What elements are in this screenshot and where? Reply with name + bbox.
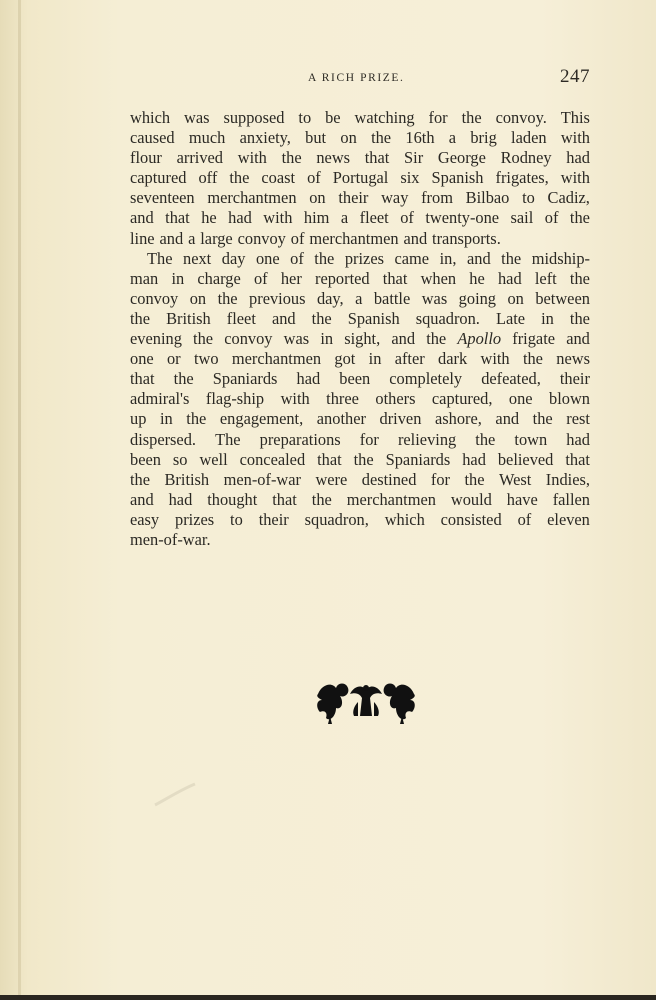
word: Cadiz,	[547, 188, 590, 208]
word: the	[522, 349, 543, 369]
word: when	[420, 268, 457, 288]
word: after	[394, 349, 425, 369]
word: going	[458, 288, 497, 308]
word: prizes	[344, 248, 384, 268]
word: squadron,	[304, 509, 369, 529]
word: The	[215, 429, 241, 449]
word: ashore,	[434, 409, 482, 429]
word: the	[569, 268, 590, 288]
word: and	[391, 329, 416, 349]
word: merchantmen	[207, 188, 297, 208]
text-line	[130, 530, 590, 550]
word: 16th	[405, 128, 435, 148]
word: frigate	[512, 329, 556, 349]
word: anxiety,	[239, 128, 291, 148]
text-line	[130, 249, 590, 269]
floral-tailpiece-icon	[316, 676, 416, 726]
word: the	[569, 208, 590, 228]
word: with	[480, 349, 510, 369]
word: Indies,	[545, 469, 590, 489]
word: one	[130, 349, 154, 369]
word: and	[130, 208, 154, 228]
word: so	[172, 449, 188, 469]
word: Spanish	[431, 168, 484, 188]
text-line	[130, 389, 590, 409]
word: of	[517, 509, 532, 529]
word: captured,	[431, 389, 493, 409]
word: a	[340, 208, 349, 228]
word: got	[334, 349, 356, 369]
word: merchantmen	[346, 489, 436, 509]
word: day	[221, 248, 246, 268]
word: on	[189, 288, 207, 308]
word: and	[130, 489, 154, 509]
word: frigates,	[495, 168, 549, 188]
word: preparations	[259, 429, 341, 449]
word: arrived	[176, 148, 224, 168]
text-line	[130, 490, 590, 510]
word: which	[130, 108, 171, 127]
word: had	[228, 208, 252, 228]
word: and	[566, 329, 590, 349]
word: that	[165, 208, 190, 228]
word: midship-	[531, 248, 590, 268]
word: flour	[130, 148, 162, 168]
word: had	[168, 489, 193, 509]
word: of	[307, 168, 321, 188]
word: engagement,	[219, 409, 304, 429]
word: or	[166, 349, 181, 369]
word: was	[184, 108, 210, 127]
word: in	[320, 329, 334, 349]
word: completely	[389, 369, 463, 389]
word: dark	[438, 349, 468, 369]
text-line	[130, 269, 590, 289]
word: was	[283, 329, 310, 349]
word: been	[339, 369, 371, 389]
word: the	[501, 248, 522, 268]
word: the	[130, 469, 151, 489]
word: Portugal	[332, 168, 389, 188]
word: were	[315, 469, 348, 489]
word: on	[507, 288, 524, 308]
word: and	[495, 409, 520, 429]
word: news	[316, 148, 351, 168]
word: Bilbao	[465, 188, 510, 208]
word: concealed	[239, 449, 306, 469]
word: twenty-one	[425, 208, 500, 228]
word: the	[532, 409, 553, 429]
word: and	[403, 228, 428, 248]
word: destined	[361, 469, 417, 489]
word: consisted	[440, 509, 502, 529]
word: had	[566, 148, 590, 168]
text-line	[130, 450, 590, 470]
word: the	[371, 128, 392, 148]
italic-word: Apollo	[457, 329, 502, 349]
word: convoy.	[495, 108, 547, 127]
word: Spanish	[347, 308, 400, 328]
text-line	[130, 470, 590, 490]
word: of	[253, 268, 268, 288]
word: men-of-war.	[130, 529, 211, 549]
word: he	[469, 268, 485, 288]
word: up	[130, 409, 147, 429]
word: prizes	[175, 509, 215, 529]
text-line	[130, 349, 590, 369]
word: reported	[314, 268, 370, 288]
text-line	[130, 188, 590, 208]
word: line	[130, 228, 155, 248]
word: man	[130, 268, 159, 288]
word: on	[340, 128, 357, 148]
word: would	[450, 489, 492, 509]
word: caused	[130, 128, 175, 148]
word: had	[497, 268, 522, 288]
word: that	[272, 489, 297, 509]
word: evening	[130, 329, 182, 349]
word: with	[237, 148, 267, 168]
word: but	[305, 128, 327, 148]
word: the	[311, 489, 332, 509]
word: defeated,	[481, 369, 541, 389]
word: next	[183, 248, 212, 268]
text-line	[130, 409, 590, 429]
word: believed	[497, 449, 554, 469]
word: This	[560, 108, 590, 127]
word: to	[230, 509, 243, 529]
word: in	[171, 268, 185, 288]
text-line	[130, 329, 590, 349]
text-line	[130, 309, 590, 329]
word: to	[522, 188, 535, 208]
word: be	[325, 108, 341, 127]
word: Spaniards	[385, 449, 451, 469]
word: Rodney	[500, 148, 552, 168]
page-header	[130, 66, 590, 90]
word: the	[229, 168, 250, 188]
body-text	[130, 108, 590, 550]
word: which	[384, 509, 425, 529]
word: for	[428, 108, 448, 127]
word: and	[466, 248, 491, 268]
word: flag-ship	[205, 389, 265, 409]
word: the	[314, 248, 335, 268]
word: three	[326, 389, 359, 409]
word: the	[569, 308, 590, 328]
word: easy	[130, 509, 160, 529]
word: fleet	[226, 308, 256, 328]
word: supposed	[223, 108, 285, 127]
word: merchantmen	[231, 349, 322, 369]
word: a	[188, 228, 196, 248]
word: that	[382, 268, 408, 288]
word: the	[130, 308, 151, 328]
word: day,	[316, 288, 344, 308]
word: watching	[354, 108, 415, 127]
word: news	[556, 349, 590, 369]
word: laden	[511, 128, 547, 148]
word: with	[280, 389, 310, 409]
word: one	[255, 248, 280, 268]
word: well	[199, 449, 228, 469]
word: blown	[549, 389, 590, 409]
paper-stain	[150, 780, 200, 810]
word: their	[258, 509, 289, 529]
word: to	[298, 108, 312, 127]
word: in,	[439, 248, 457, 268]
word: town	[514, 429, 548, 449]
word: was	[421, 288, 448, 308]
word: coast	[261, 168, 296, 188]
word: others	[375, 389, 416, 409]
word: her	[280, 268, 302, 288]
word: the	[464, 469, 485, 489]
word: had	[566, 429, 590, 449]
word: of	[290, 248, 304, 268]
word: another	[316, 409, 366, 429]
word: fallen	[552, 489, 590, 509]
word: thought	[207, 489, 258, 509]
word: sight,	[344, 329, 381, 349]
word: one	[508, 389, 533, 409]
text-line	[130, 430, 590, 450]
word: the	[217, 288, 238, 308]
page-bottom-edge	[0, 995, 656, 1000]
text-line	[130, 229, 590, 249]
word: way	[381, 188, 409, 208]
word: Late	[495, 308, 526, 328]
word: charge	[197, 268, 241, 288]
word: Sir	[404, 148, 424, 168]
word: with	[560, 168, 590, 188]
word: that	[130, 369, 155, 389]
word: George	[437, 148, 486, 168]
word: the	[475, 429, 496, 449]
word: that	[364, 148, 390, 168]
word: six	[400, 168, 420, 188]
word: been	[130, 449, 161, 469]
word: in	[368, 349, 382, 369]
word: previous	[249, 288, 306, 308]
word: in	[541, 308, 554, 328]
text-line	[130, 289, 590, 309]
word: battle	[373, 288, 411, 308]
word: sail	[510, 208, 534, 228]
word: the	[426, 329, 447, 349]
word: came	[394, 248, 430, 268]
text-line	[130, 168, 590, 188]
word: between	[535, 288, 590, 308]
word: West	[498, 469, 532, 489]
text-line	[130, 510, 590, 530]
word: had	[296, 369, 321, 389]
word: that	[317, 449, 342, 469]
text-line	[130, 369, 590, 389]
word: eleven	[547, 509, 590, 529]
word: had	[462, 449, 486, 469]
word: with	[560, 128, 590, 148]
word: their	[338, 188, 369, 208]
word: their	[559, 369, 590, 389]
word: and	[159, 228, 184, 248]
word: from	[421, 188, 453, 208]
word: have	[506, 489, 538, 509]
word: squadron.	[415, 308, 480, 328]
word: in	[159, 409, 173, 429]
text-line	[130, 128, 590, 148]
word: British	[164, 469, 210, 489]
word: of	[290, 228, 305, 248]
word: driven	[379, 409, 422, 429]
word: much	[188, 128, 226, 148]
word: of	[400, 208, 414, 228]
word: him	[303, 208, 330, 228]
page-number: 247	[560, 66, 590, 87]
word: convoy	[237, 228, 286, 248]
word: Spaniards	[212, 369, 278, 389]
running-head: A RICH PRIZE.	[308, 72, 405, 84]
word: on	[309, 188, 326, 208]
word: transports.	[432, 228, 501, 248]
word: of	[544, 208, 559, 228]
word: merchantmen	[309, 228, 399, 248]
word: off	[198, 168, 218, 188]
word: seventeen	[130, 188, 195, 208]
word: British	[166, 308, 211, 328]
word: dispersed.	[130, 429, 197, 449]
text-line	[130, 148, 590, 168]
word: the	[193, 329, 214, 349]
word: the	[186, 409, 207, 429]
page-spine-shadow	[18, 0, 21, 1000]
word: the	[173, 369, 194, 389]
word: relieving	[397, 429, 457, 449]
word: rest	[566, 409, 590, 429]
word: convoy	[224, 329, 273, 349]
word: with	[263, 208, 293, 228]
word: the	[311, 308, 332, 328]
word: a	[355, 288, 363, 308]
word: the	[281, 148, 302, 168]
word: admiral's	[130, 389, 190, 409]
word: The	[147, 248, 173, 268]
word: he	[201, 208, 217, 228]
word: fleet	[359, 208, 389, 228]
word: the	[461, 108, 482, 127]
text-line	[130, 108, 590, 128]
word: brig	[470, 128, 497, 148]
word: left	[534, 268, 557, 288]
word: and	[271, 308, 296, 328]
word: two	[193, 349, 219, 369]
word: for	[359, 429, 379, 449]
text-line	[130, 208, 590, 228]
word: men-of-war	[223, 469, 301, 489]
word: the	[353, 449, 374, 469]
word: large	[200, 228, 233, 248]
word: that	[565, 449, 590, 469]
word: for	[430, 469, 450, 489]
word: convoy	[130, 288, 179, 308]
word: captured	[130, 168, 187, 188]
word: a	[448, 128, 457, 148]
